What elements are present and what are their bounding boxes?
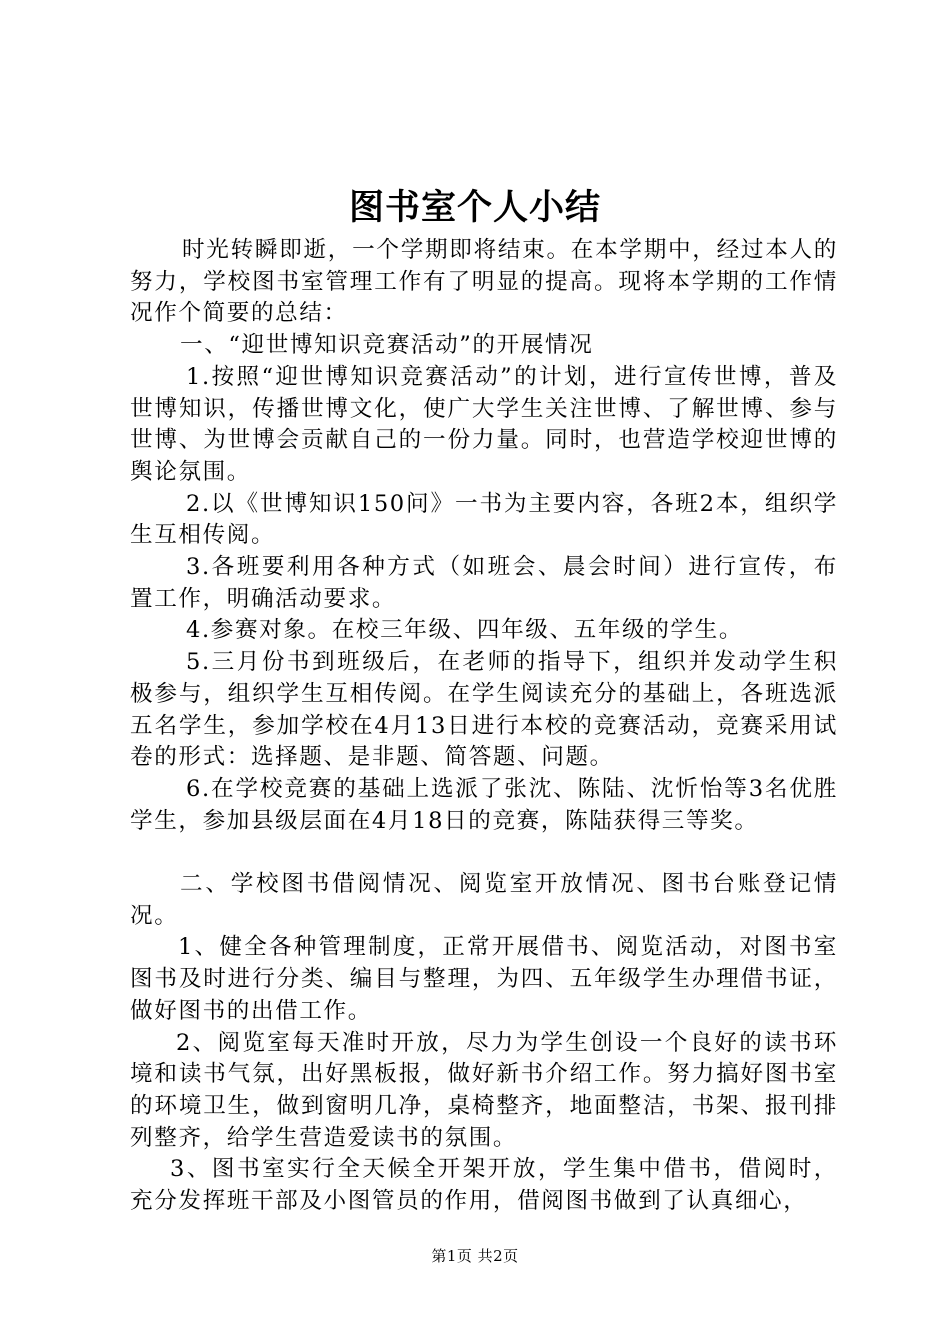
document-body (130, 235, 838, 1218)
section-heading-1: 一、“迎世博知识竞赛活动”的开展情况 (180, 332, 594, 359)
paragraph-intro: 时光转瞬即逝，一个学期即将结束。在本学期中，经过本人的努力，学校图书室管理工作有了明显的提高。现将本学期的工作情况作个简要的总结： (130, 237, 838, 327)
paragraph-item: 4.参赛对象。在校三年级、四年级、五年级的学生。 (186, 617, 744, 644)
blank-line (130, 837, 838, 869)
paragraph-item: 5.三月份书到班级后，在老师的指导下，组织并发动学生积极参与，组织学生互相传阅。在学生阅读充分的基础上，各班选派五名学生，参加学校在4月13日进行本校的竞赛活动，竞赛采用试卷的形式：选择题、是非题、简答题、问题。 (130, 649, 838, 771)
paragraph-item: 3.各班要利用各种方式（如班会、晨会时间）进行宣传，布置工作，明确活动要求。 (130, 554, 838, 612)
paragraph-item: 1、健全各种管理制度，正常开展借书、阅览活动，对图书室图书及时进行分类、编目与整理，为四、五年级学生办理借书证，做好图书的出借工作。 (130, 934, 838, 1024)
paragraph-item: 3、图书室实行全天候全开架开放，学生集中借书，借阅时，充分发挥班干部及小图管员的作用，借阅图书做到了认真细心， (130, 1156, 838, 1215)
paragraph-item: 6.在学校竞赛的基础上选派了张沈、陈陆、沈忻怡等3名优胜学生，参加县级层面在4月18日的竞赛，陈陆获得三等奖。 (130, 775, 838, 834)
paragraph-item: 2.以《世博知识150问》一书为主要内容，各班2本，组织学生互相传阅。 (130, 490, 838, 549)
document-title: 图书室个人小结 (348, 187, 601, 228)
paragraph-item: 1.按照“迎世博知识竞赛活动”的计划，进行宣传世博，普及世博知识，传播世博文化，使广大学生关注世博、了解世博、参与世博、为世博会贡献自己的一份力量。同时，也营造学校迎世博的舆论氛围。 (130, 363, 838, 485)
page-footer: 第1页 共2页 (431, 1247, 519, 1265)
paragraph-item: 2、阅览室每天准时开放，尽力为学生创设一个良好的读书环境和读书气氛，出好黑板报，做好新书介绍工作。努力搞好图书室的环境卫生，做到窗明几净，桌椅整齐，地面整洁，书架、报刊排列整齐，给学生营造爱读书的氛围。 (130, 1029, 838, 1151)
section-heading-2: 二、学校图书借阅情况、阅览室开放情况、图书台账登记情况。 (130, 871, 838, 929)
